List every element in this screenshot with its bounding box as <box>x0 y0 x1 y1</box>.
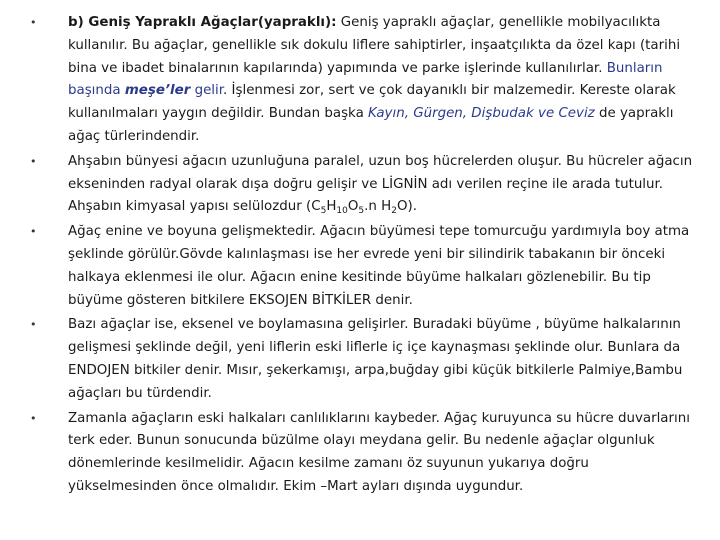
formula-subscript: 2 <box>391 206 397 217</box>
formula-text: O). <box>396 199 417 215</box>
paragraph-text: Bazı ağaçlar ise, eksenel ve boylamasına gelişirler. Buradaki büyüme , büyüme halkalarının gelişmesi şeklinde değil, yeni liflerin eski liflerle iç içe kaynaşması şeklinde olur. Bunlara da ENDOJEN bitkiler denir. Mısır, şekerkamışı, arpa,buğday gibi küçük bitkilerle Palmiye,Bambu ağaçları bu türdendir. <box>68 317 683 401</box>
highlight-text: Bunların başında <box>68 60 663 99</box>
formula-text: .n H <box>364 199 392 215</box>
bullet-list <box>30 12 698 501</box>
list-item-cutting-time <box>30 408 698 499</box>
paragraph-text: Zamanla ağaçların eski halkaları canlılıklarını kaybeder. Ağaç kuruyunca su hücre duvarlarını terk eder. Bunun sonucunda büzülme olayı meydana gelir. Bu nedenle ağaçlar olgunluk dönemlerinde kesilmelidir. Ağacın kesilme zamanı öz suyunun yukarıya doğru yükselmesinden önce olmalıdır. Ekim –Mart ayları dışında uygundur. <box>68 410 690 494</box>
paragraph-text: . İşlenmesi zor, sert ve çok dayanıklı bir malzemedir. Kereste olarak kullanılmaları yaygın değildir. Bundan başka <box>68 83 676 122</box>
bullet-icon: • <box>30 225 37 239</box>
bullet-icon: • <box>30 411 37 425</box>
list-item-endogenous-growth <box>30 314 698 405</box>
paragraph-text: Ahşabın bünyesi ağacın uzunluğuna paralel, uzun boş hücrelerden oluşur. Bu hücreler ağacın ekseninden radyal olarak dışa doğru gelişir ve LİGNİN adı verilen reçine ile arada tutulur. Ahşabın kimyasal yapısı selülozdur (C <box>68 153 693 215</box>
highlight-term: meşe’ler <box>124 83 191 99</box>
bullet-icon: • <box>30 154 37 168</box>
paragraph-text: de yapraklı ağaç türlerindendir. <box>68 106 674 144</box>
bullet-icon: • <box>30 16 37 29</box>
paragraph-text: Geniş yapraklı ağaçlar, genellikle mobilyacılıkta kullanılır. Bu ağaçlar, genellikle sık dokulu liflere sahiptirler, inşaatçılıkta da özel kapı (tarihi bina ve ibadet binalarının kapılarında) yapımında ve parke işlerinde kullanılırlar. <box>68 15 681 76</box>
formula-text: H <box>326 199 337 215</box>
list-item-broadleaf-trees <box>30 12 698 149</box>
highlight-text: gelir <box>190 83 224 99</box>
formula-subscript: 5 <box>320 206 327 217</box>
bullet-icon: • <box>30 318 37 332</box>
list-item-exogenous-growth <box>30 221 698 312</box>
formula-subscript: 5 <box>358 206 365 217</box>
formula-subscript: 10 <box>336 206 348 217</box>
species-names: Kayın, Gürgen, Dişbudak ve Ceviz <box>368 106 595 122</box>
list-item-wood-structure <box>30 151 698 219</box>
formula-text: O <box>347 199 359 215</box>
section-heading: b) Geniş Yapraklı Ağaçlar(yapraklı): <box>68 15 337 30</box>
paragraph-text: Ağaç enine ve boyuna gelişmektedir. Ağacın büyümesi tepe tomurcuğu yardımıyla boy atma şeklinde görülür.Gövde kalınlaşması ise her evrede yeni bir silindirik tabakanın bir önceki halkaya eklenmesi ile olur. Ağacın enine kesitinde büyüme halkaları gözlenebilir. Bu tip büyüme gösteren bitkilere EKSOJEN BİTKİLER denir. <box>68 224 690 308</box>
